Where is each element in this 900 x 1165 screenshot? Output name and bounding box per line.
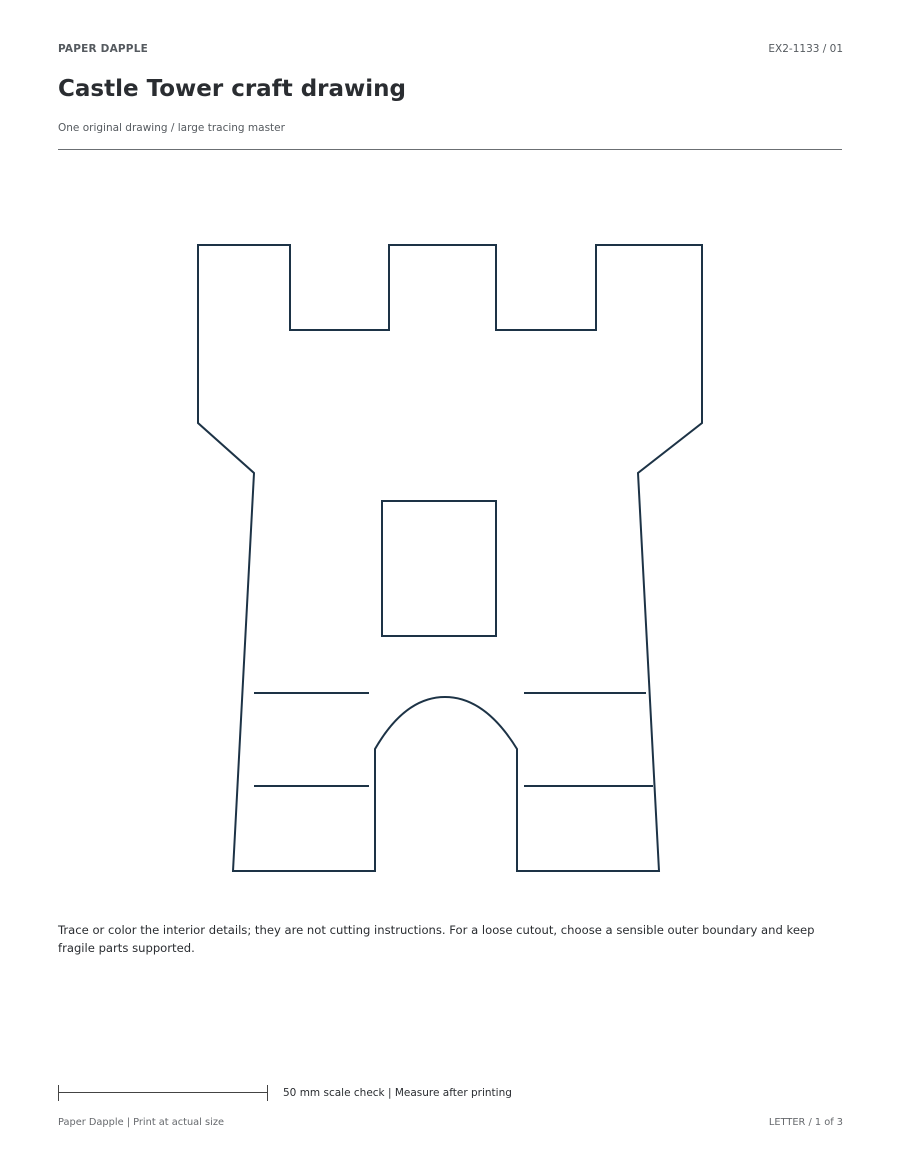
brand-name: PAPER DAPPLE	[58, 43, 148, 55]
document-id: EX2-1133 / 01	[768, 43, 843, 55]
scale-bar-line	[58, 1092, 267, 1093]
footer-note: Paper Dapple | Print at actual size	[58, 1117, 225, 1128]
tower-outline	[198, 245, 702, 871]
scale-bar-end-tick	[267, 1085, 268, 1101]
instructions-text: Trace or color the interior details; they are not cutting instructions. For a loose cutout, choose a sensible outer boundary and keep fragile parts supported.	[58, 923, 815, 955]
scale-bar	[58, 1085, 268, 1101]
tower-window	[382, 501, 496, 636]
page-indicator: LETTER / 1 of 3	[768, 1117, 843, 1128]
page-title: Castle Tower craft drawing	[58, 76, 407, 102]
scale-bar-start-tick	[58, 1085, 59, 1101]
page-subtitle: One original drawing / large tracing master	[58, 122, 285, 134]
scale-check-label: 50 mm scale check | Measure after printing	[283, 1087, 512, 1099]
